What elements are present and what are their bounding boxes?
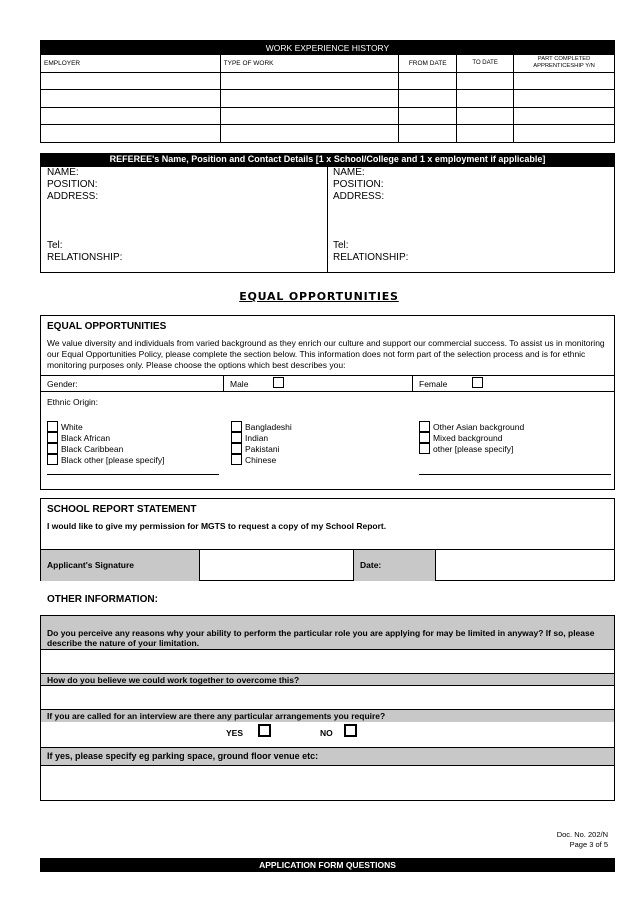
table-cell[interactable] [399, 107, 457, 125]
referee-box [40, 166, 615, 273]
table-cell[interactable] [457, 90, 514, 108]
ethnic-option-mixed[interactable] [419, 432, 524, 443]
question-4-cell [41, 748, 614, 766]
signature-label: Applicant's Signature [47, 560, 135, 570]
checkbox[interactable] [419, 443, 430, 454]
checkbox[interactable] [47, 443, 58, 454]
equal-opportunities-heading: EQUAL OPPORTUNITIES [239, 290, 399, 303]
table-cell[interactable] [41, 90, 221, 108]
ethnic-option-other-asian[interactable] [419, 421, 524, 432]
option-label: Black African [61, 432, 111, 443]
question-2: How do you believe we could work together to overcome this? [47, 675, 300, 685]
option-label: Bangladeshi [245, 421, 292, 432]
column-header-to-date: TO DATE [457, 55, 514, 73]
no-checkbox[interactable] [344, 724, 357, 737]
school-report-text: I would like to give my permission for MGTS to request a copy of my School Report. [47, 521, 387, 531]
ethnic-option-black-caribbean[interactable] [47, 443, 164, 454]
column-header-apprenticeship: PART COMPLETED APPRENTICESHIP Y/N [514, 55, 615, 73]
equal-opportunities-box [40, 315, 615, 490]
ethnic-option-pakistani[interactable] [231, 443, 292, 454]
referee-1-tel-label: Tel: [47, 240, 63, 251]
option-label: Other Asian background [433, 421, 525, 432]
date-field[interactable] [436, 550, 614, 581]
question-3: If you are called for an interview are there any particular arrangements you require? [47, 711, 386, 721]
ethnic-option-indian[interactable] [231, 432, 292, 443]
footer-bar: APPLICATION FORM QUESTIONS [40, 858, 615, 872]
checkbox[interactable] [231, 432, 242, 443]
checkbox[interactable] [419, 432, 430, 443]
ethnic-option-black-other[interactable] [47, 454, 164, 465]
ethnic-origin-label: Ethnic Origin: [47, 397, 99, 407]
option-label: Pakistani [245, 443, 280, 454]
referee-1[interactable] [41, 167, 328, 272]
table-row [41, 125, 615, 143]
column-header-employer: EMPLOYER [41, 55, 221, 73]
table-row [41, 72, 615, 90]
table-cell[interactable] [41, 125, 221, 143]
work-history-title: WORK EXPERIENCE HISTORY [40, 40, 615, 54]
table-cell[interactable] [399, 125, 457, 143]
ethnic-option-other[interactable] [419, 443, 524, 454]
table-cell[interactable] [514, 72, 615, 90]
table-cell[interactable] [457, 125, 514, 143]
referee-2-relationship-label: RELATIONSHIP: [333, 252, 409, 263]
checkbox[interactable] [47, 432, 58, 443]
checkbox[interactable] [419, 421, 430, 432]
column-header-from-date: FROM DATE [399, 55, 457, 73]
other-information-heading: OTHER INFORMATION: [47, 594, 158, 605]
page-number: Page 3 of 5 [569, 840, 608, 849]
male-checkbox[interactable] [273, 377, 284, 388]
referee-1-name-label: NAME: [47, 167, 79, 178]
other-specify-line[interactable] [419, 474, 611, 475]
male-label: Male [230, 379, 249, 389]
ethnic-option-bangladeshi[interactable] [231, 421, 292, 432]
table-cell[interactable] [457, 72, 514, 90]
ethnic-column-3 [419, 421, 524, 454]
referee-2-name-label: NAME: [333, 167, 365, 178]
ethnic-column-1 [47, 421, 164, 465]
option-label: Mixed background [433, 432, 503, 443]
equal-opportunities-box-title: EQUAL OPPORTUNITIES [47, 321, 167, 332]
signature-field[interactable] [200, 550, 354, 581]
column-header-type-of-work: TYPE OF WORK [220, 55, 399, 73]
checkbox[interactable] [231, 421, 242, 432]
referee-1-relationship-label: RELATIONSHIP: [47, 252, 123, 263]
option-label: Black other [please specify] [61, 454, 165, 465]
table-cell[interactable] [514, 90, 615, 108]
gender-label: Gender: [47, 379, 78, 389]
answer-2-field[interactable] [41, 686, 614, 710]
table-row [41, 107, 615, 125]
school-report-box [40, 498, 615, 581]
referee-1-address-label: ADDRESS: [47, 191, 99, 202]
table-cell[interactable] [220, 107, 399, 125]
option-label: other [please specify] [433, 443, 514, 454]
table-cell[interactable] [457, 107, 514, 125]
date-label-cell [354, 550, 436, 581]
table-cell[interactable] [514, 125, 615, 143]
black-other-specify-line[interactable] [47, 474, 219, 475]
option-label: Indian [245, 432, 269, 443]
option-label: Chinese [245, 454, 277, 465]
gender-divider-1 [223, 376, 224, 391]
ethnic-option-white[interactable] [47, 421, 164, 432]
option-label: Black Caribbean [61, 443, 124, 454]
yes-no-row [41, 722, 614, 748]
table-cell[interactable] [220, 90, 399, 108]
signature-row [41, 549, 614, 580]
other-information-box [40, 615, 615, 801]
table-row [41, 90, 615, 108]
female-checkbox[interactable] [472, 377, 483, 388]
table-cell[interactable] [220, 125, 399, 143]
date-label: Date: [360, 560, 382, 570]
checkbox[interactable] [47, 454, 58, 465]
ethnic-option-black-african[interactable] [47, 432, 164, 443]
question-4: If yes, please specify eg parking space, ground floor venue etc: [47, 751, 319, 761]
referee-2-tel-label: Tel: [333, 240, 349, 251]
option-label: White [61, 421, 83, 432]
signature-label-cell [41, 550, 200, 581]
referee-1-position-label: POSITION: [47, 179, 98, 190]
document-reference [557, 830, 608, 850]
table-cell[interactable] [399, 90, 457, 108]
school-report-title: SCHOOL REPORT STATEMENT [47, 504, 197, 515]
referee-2-position-label: POSITION: [333, 179, 384, 190]
work-history-table [40, 54, 615, 143]
answer-1-field[interactable] [41, 650, 614, 674]
female-label: Female [419, 379, 448, 389]
referee-title: REFEREE's Name, Position and Contact Details [1 x School/College and 1 x employment if applicable] [40, 153, 615, 166]
referee-2-address-label: ADDRESS: [333, 191, 385, 202]
no-label: NO [320, 728, 333, 738]
question-1-cell [41, 616, 614, 650]
referee-2[interactable] [328, 167, 614, 272]
table-cell[interactable] [220, 72, 399, 90]
ethnic-option-chinese[interactable] [231, 454, 292, 465]
question-2-cell [41, 674, 614, 686]
checkbox[interactable] [231, 443, 242, 454]
table-cell[interactable] [41, 72, 221, 90]
checkbox[interactable] [47, 421, 58, 432]
question-3-cell [41, 710, 614, 722]
table-cell[interactable] [41, 107, 221, 125]
question-1: Do you perceive any reasons why your ability to perform the particular role you are applying for may be limited in anyway? If so, please describe the nature of your limitation. [47, 628, 595, 648]
equal-opportunities-intro: We value diversity and individuals from varied background as they enrich our culture and support our commercial success. To assist us in monitoring our Equal Opportunities Policy, please complete the section below. This information does not form part of the selection process and is for ethnic monitoring purposes only. Please choose the options which best describes you: [47, 338, 605, 370]
answer-4-field[interactable] [41, 766, 614, 800]
table-header-row [41, 55, 615, 73]
ethnic-column-2 [231, 421, 292, 465]
table-cell[interactable] [514, 107, 615, 125]
checkbox[interactable] [231, 454, 242, 465]
gender-divider-2 [412, 376, 413, 391]
table-cell[interactable] [399, 72, 457, 90]
gender-row [41, 375, 614, 392]
yes-label: YES [226, 728, 244, 738]
doc-number: Doc. No. 202/N [556, 830, 608, 839]
yes-checkbox[interactable] [258, 724, 271, 737]
